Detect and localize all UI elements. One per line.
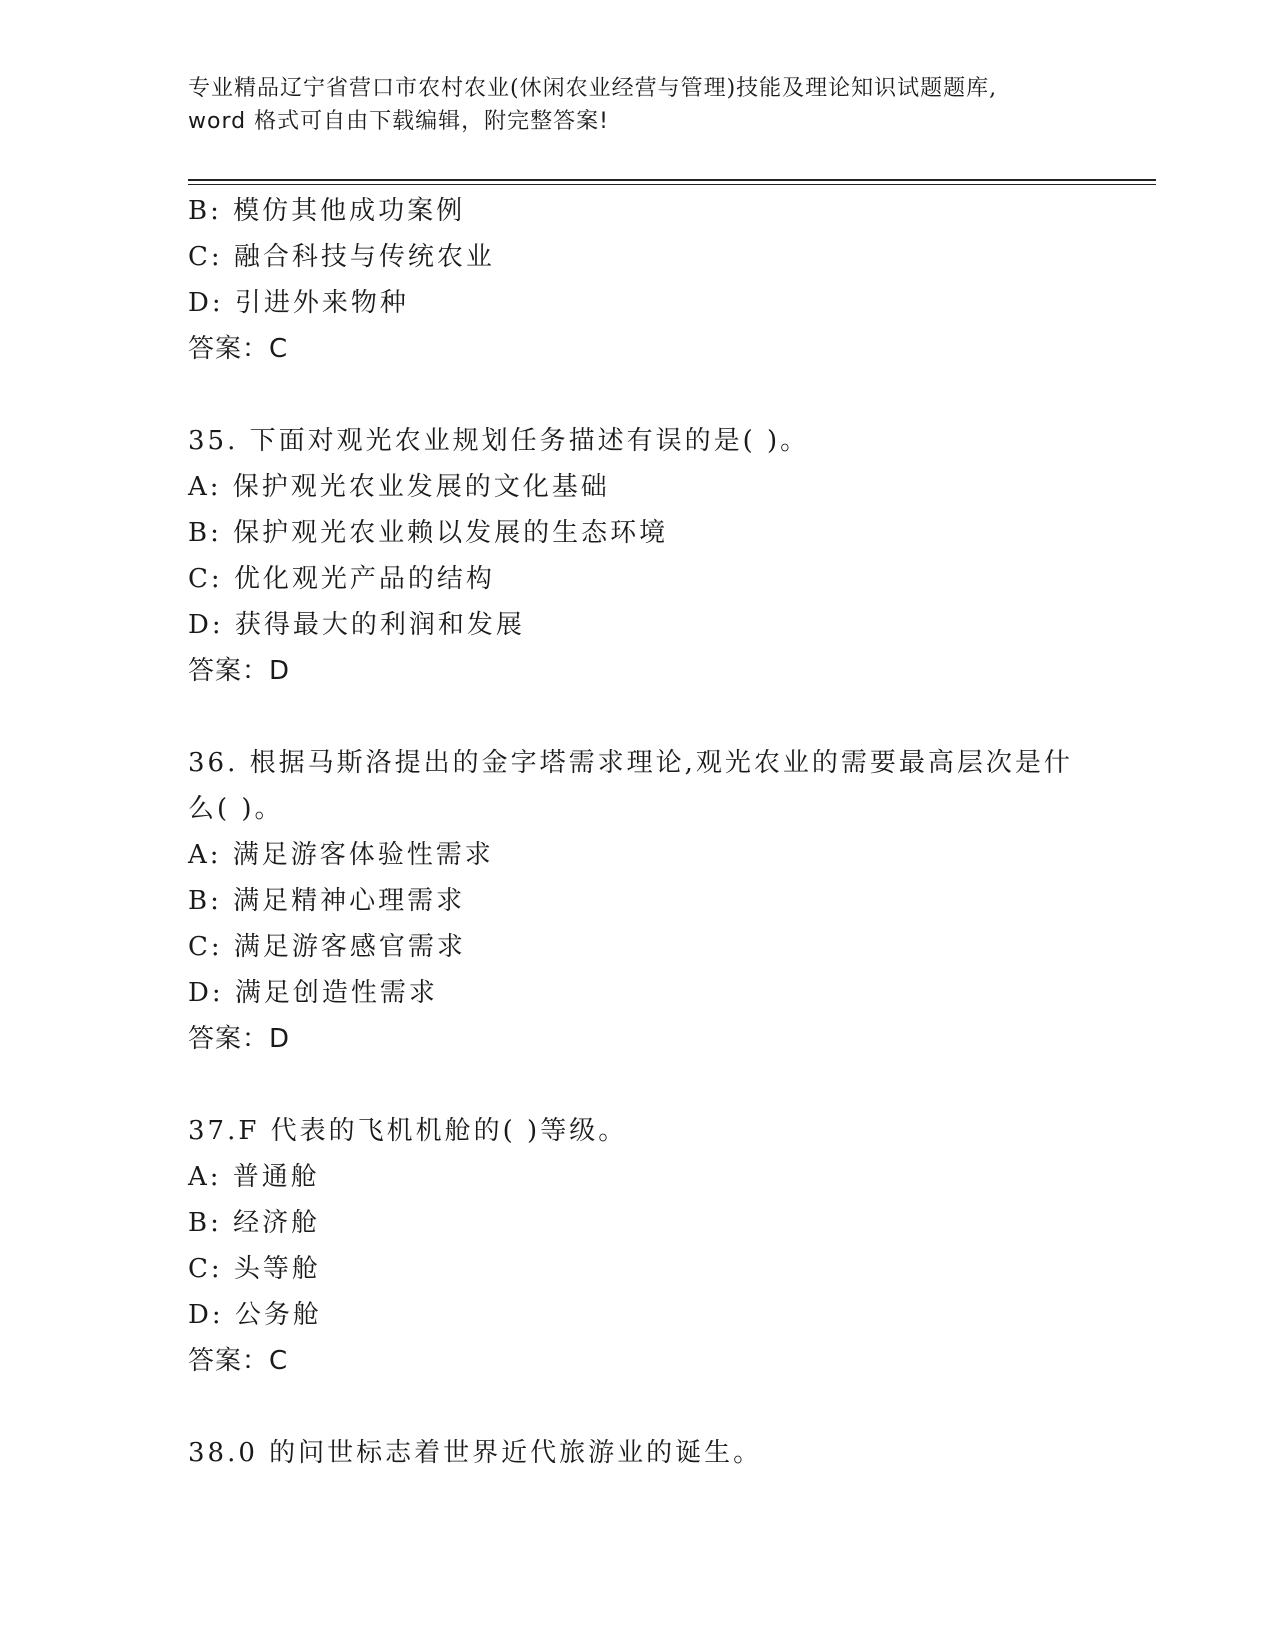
option-b: B: 满足精神心理需求 bbox=[188, 886, 466, 916]
option-b: B: 经济舱 bbox=[188, 1208, 321, 1238]
option-a: A: 普通舱 bbox=[188, 1162, 320, 1192]
spacer bbox=[188, 1062, 1088, 1108]
answer-line: 答案：C bbox=[188, 1346, 289, 1376]
question-block-34 bbox=[188, 188, 1088, 372]
question-block-36 bbox=[188, 740, 1088, 1062]
option-d: D: 公务舱 bbox=[188, 1300, 322, 1330]
option-d: D: 引进外来物种 bbox=[188, 288, 409, 318]
option-c: C: 满足游客感官需求 bbox=[188, 932, 466, 962]
option-d: D: 满足创造性需求 bbox=[188, 978, 438, 1008]
document-header bbox=[188, 72, 1088, 138]
option-b: B: 模仿其他成功案例 bbox=[188, 196, 466, 226]
option-d: D: 获得最大的利润和发展 bbox=[188, 610, 525, 640]
answer-line: 答案：D bbox=[188, 656, 291, 686]
question-stem: 35. 下面对观光农业规划任务描述有误的是( )。 bbox=[188, 426, 810, 456]
option-a: A: 保护观光农业发展的文化基础 bbox=[188, 472, 610, 502]
spacer bbox=[188, 694, 1088, 740]
option-c: C: 头等舱 bbox=[188, 1254, 321, 1284]
question-stem: 37.F 代表的飞机机舱的( )等级。 bbox=[188, 1116, 628, 1146]
header-rule-thin bbox=[188, 184, 1156, 185]
header-title-line: 专业精品辽宁省营口市农村农业(休闲农业经营与管理)技能及理论知识试题题库, bbox=[188, 76, 998, 101]
question-list bbox=[188, 188, 1088, 1476]
answer-line: 答案：C bbox=[188, 334, 289, 364]
header-rule-thick bbox=[188, 179, 1156, 181]
spacer bbox=[188, 1384, 1088, 1430]
header-subtitle-line: word 格式可自由下载编辑，附完整答案! bbox=[188, 109, 609, 134]
option-c: C: 优化观光产品的结构 bbox=[188, 564, 495, 594]
option-b: B: 保护观光农业赖以发展的生态环境 bbox=[188, 518, 669, 548]
spacer bbox=[188, 372, 1088, 418]
question-block-35 bbox=[188, 418, 1088, 694]
question-stem: 38.0 的问世标志着世界近代旅游业的诞生。 bbox=[188, 1438, 763, 1468]
question-stem-continued: 么( )。 bbox=[188, 794, 284, 824]
question-block-37 bbox=[188, 1108, 1088, 1384]
answer-line: 答案：D bbox=[188, 1024, 291, 1054]
option-c: C: 融合科技与传统农业 bbox=[188, 242, 495, 272]
option-a: A: 满足游客体验性需求 bbox=[188, 840, 494, 870]
question-block-38 bbox=[188, 1430, 1088, 1476]
question-stem: 36. 根据马斯洛提出的金字塔需求理论,观光农业的需要最高层次是什 bbox=[188, 748, 1073, 778]
